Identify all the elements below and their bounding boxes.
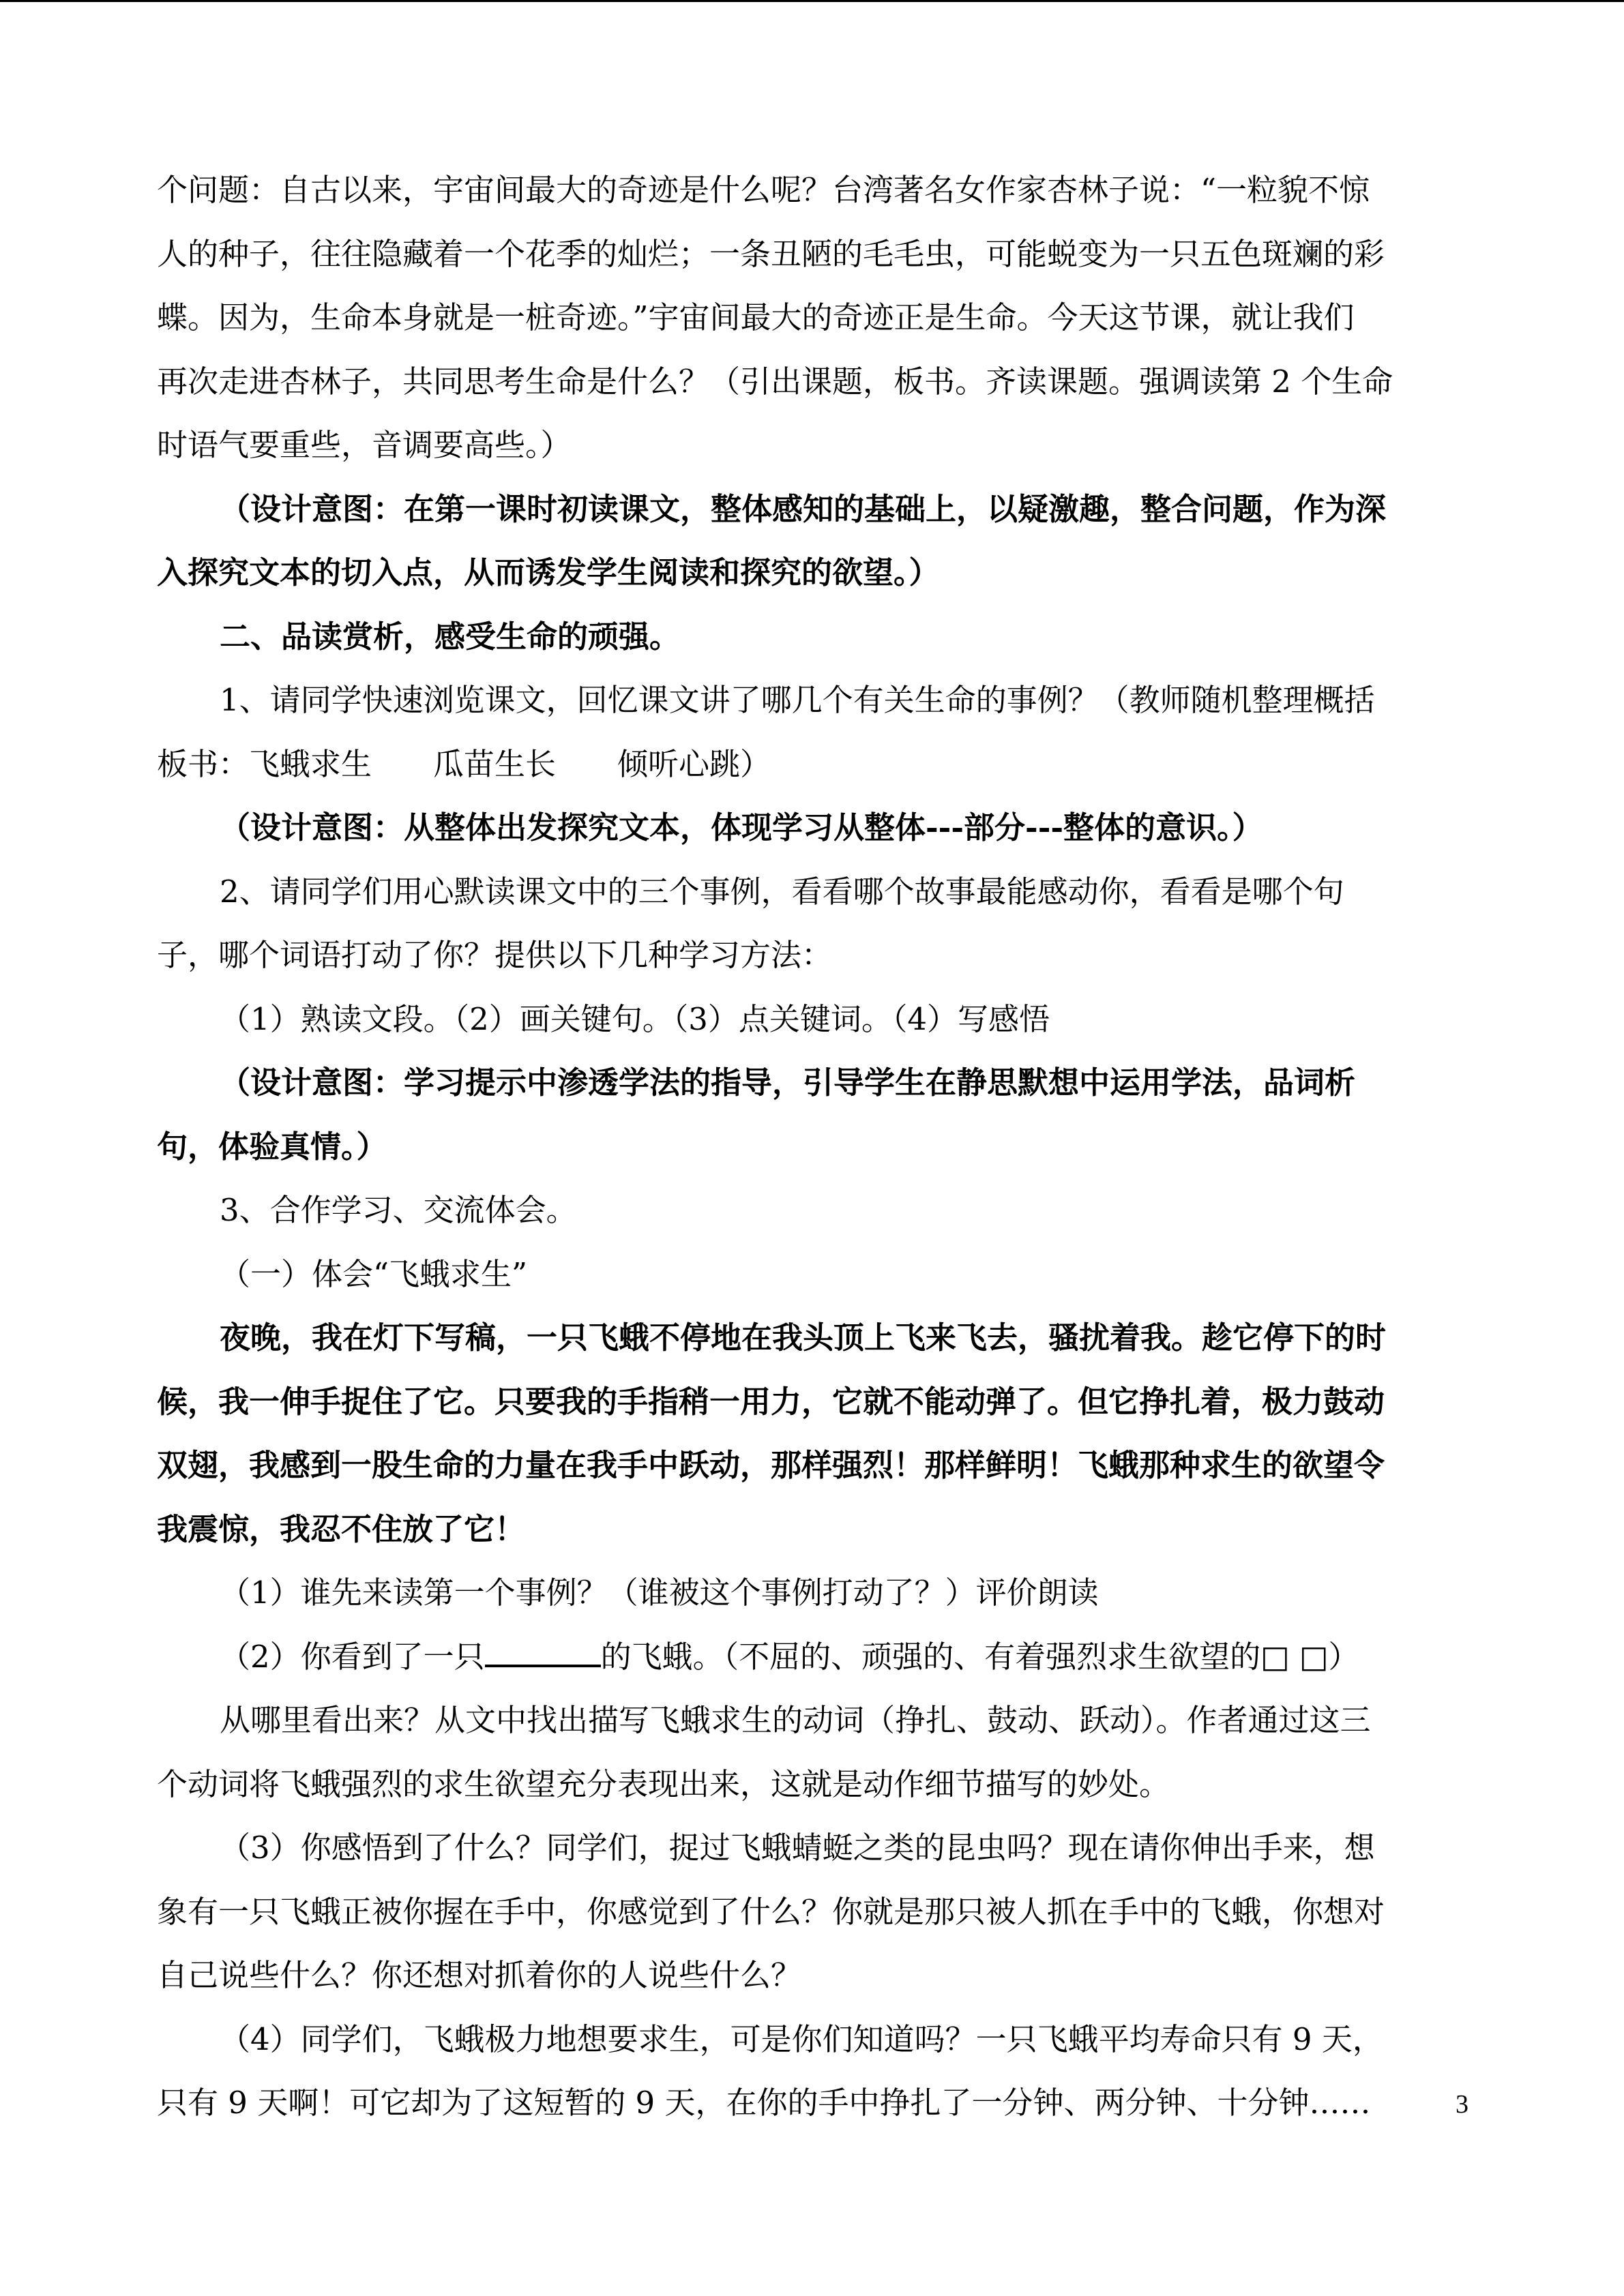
page-number: 3 [1456,2090,1468,2119]
text-line: 自己说些什么？你还想对抓着你的人说些什么？ [157,1957,802,1993]
text-line: 象有一只飞蛾正被你握在手中，你感觉到了什么？你就是那只被人抓在手中的飞蛾，你想对 [157,1893,1385,1930]
quoted-passage-line: 双翅，我感到一股生命的力量在我手中跃动，那样强烈！那样鲜明！飞蛾那种求生的欲望令 [157,1447,1385,1483]
text-line: 只有 9 天啊！可它却为了这短暂的 9 天，在你的手中挣扎了一分钟、两分钟、十分钟…… [157,2085,1371,2121]
text-line: 时语气要重些，音调要高些。） [157,427,572,463]
text-line: 1、请同学快速浏览课文，回忆课文讲了哪几个有关生命的事例？（教师随机整理概括 [220,682,1375,718]
quoted-passage-line: 我震惊，我忍不住放了它！ [157,1510,526,1547]
text-line: （1）熟读文段。（2）画关键句。（3）点关键词。（4）写感悟 [220,1000,1050,1037]
text-line: 3、合作学习、交流体会。 [220,1192,577,1228]
subsection-heading: （一）体会“飞蛾求生” [220,1255,528,1292]
text-line: （3）你感悟到了什么？同学们，捉过飞蛾蜻蜓之类的昆虫吗？现在请你伸出手来，想 [220,1830,1375,1866]
quoted-passage-line: 夜晚，我在灯下写稿，一只飞蛾不停地在我头顶上飞来飞去，骚扰着我。趁它停下的时 [220,1320,1387,1356]
fill-in-blank [485,1635,601,1667]
design-intent-line: （设计意图：在第一课时初读课文，整体感知的基础上，以疑激趣，整合问题，作为深 [220,490,1387,527]
text-line: 2、请同学们用心默读课文中的三个事例，看看哪个故事最能感动你，看看是哪个句 [220,873,1344,910]
text-line: 再次走进杏林子，共同思考生命是什么？（引出课题，板书。齐读课题。强调读第 2 个生命 [157,363,1393,400]
text-line: 子，哪个词语打动了你？提供以下几种学习方法： [157,937,833,973]
fill-in-before: （2）你看到了一只 [220,1638,485,1675]
text-line: （1）谁先来读第一个事例？（谁被这个事例打动了？）评价朗读 [220,1575,1099,1611]
text-line: 从哪里看出来？从文中找出描写飞蛾求生的动词（挣扎、鼓动、跃动）。作者通过这三 [220,1702,1371,1738]
fill-in-line [157,1625,1466,1689]
quoted-passage-line: 候，我一伸手捉住了它。只要我的手指稍一用力，它就不能动弹了。但它挣扎着，极力鼓动 [157,1383,1385,1420]
design-intent-line: 句，体验真情。） [157,1128,387,1165]
text-line: 蝶。因为，生命本身就是一桩奇迹。”宇宙间最大的奇迹正是生命。今天这节课，就让我们 [157,299,1355,336]
text-line: 板书：飞蛾求生 瓜苗生长 倾听心跳） [157,745,771,782]
text-line: 个动词将飞蛾强烈的求生欲望充分表现出来，这就是动作细节描写的妙处。 [157,1765,1170,1802]
text-line: 人的种子，往往隐藏着一个花季的灿烂；一条丑陋的毛毛虫，可能蜕变为一只五色斑斓的彩 [157,235,1385,272]
design-intent-line: 入探究文本的切入点，从而诱发学生阅读和探究的欲望。） [157,554,940,591]
text-line: 个问题：自古以来，宇宙间最大的奇迹是什么呢？台湾著名女作家杏林子说：“一粒貌不惊 [157,172,1370,208]
design-intent-line: （设计意图：从整体出发探究文本，体现学习从整体---部分---整体的意识。） [220,809,1263,846]
design-intent-line: （设计意图：学习提示中渗透学法的指导，引导学生在静思默想中运用学法，品词析 [220,1064,1356,1101]
text-line: （4）同学们，飞蛾极力地想要求生，可是你们知道吗？一只飞蛾平均寿命只有 9 天， [220,2021,1383,2057]
fill-in-after: 的飞蛾。（不屈的、顽强的、有着强烈求生欲望的□ □） [600,1638,1359,1675]
page-top-border [0,0,1624,2]
document-body [157,158,1466,2135]
section-heading: 二、品读赏析，感受生命的顽强。 [220,618,681,655]
